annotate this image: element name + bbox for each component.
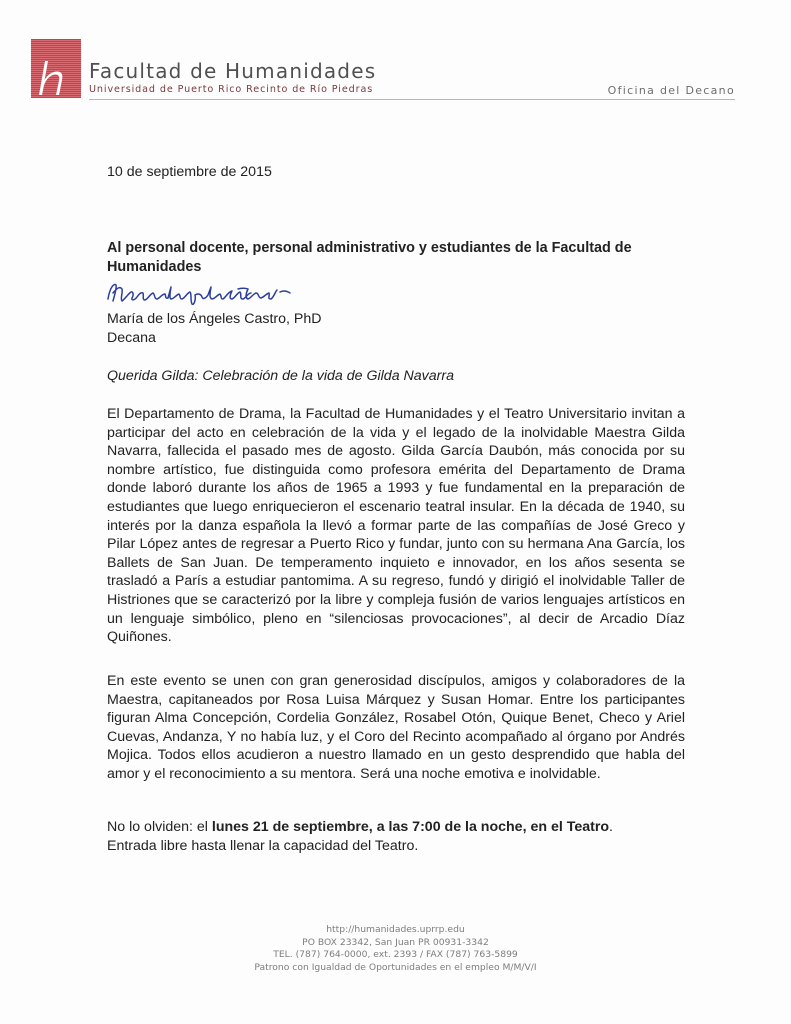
salutation: Al personal docente, personal administrativo y estudiantes de la Facultad de Humanidades	[107, 240, 632, 275]
footer-equal-opportunity: Patrono con Igualdad de Oportunidades en el empleo M/M/V/I	[254, 961, 537, 973]
handwritten-signature	[104, 279, 304, 307]
signer-name: María de los Ángeles Castro, PhD	[107, 311, 322, 327]
event-intro-text: No lo olviden: el	[107, 819, 212, 835]
event-details-line	[107, 818, 685, 837]
paragraph-2: En este evento se unen con gran generosidad discípulos, amigos y colaboradores de la Maestra, capitaneados por Rosa Luisa Márquez y Susan Homar. Entre los participantes figuran Alma Concepción, Cordelia González, Rosabel Otón, Quique Benet, Checo y Ariel Cuevas, Andanza, Y no había luz, y el Coro del Recinto acompañado al órgano por Andrés Mojica. Todos ellos acudieron a nuestro llamado en un gesto desprendido que habla del amor y el reconocimiento a su mentora. Será una noche emotiva e inolvidable.	[107, 673, 685, 782]
footer	[0, 924, 791, 974]
letter-subject: Querida Gilda: Celebración de la vida de Gilda Navarra	[107, 368, 454, 384]
paragraph-1: El Departamento de Drama, la Facultad de Humanidades y el Teatro Universitario invitan a participar del acto en celebración de la vida y el legado de la inolvidable Maestra Gilda Navarra, fallecida el pasado mes de agosto. Gilda García Daubón, más conocida por su nombre artístico, fue distinguida como profesora emérita del Departamento de Drama donde laboró durante los años de 1965 a 1993 y fue fundamental en la preparación de estudiantes que luego enriquecieron el escenario teatral insular. En la década de 1940, su interés por la danza española la llevó a formar parte de las compañías de José Greco y Pilar López antes de regresar a Puerto Rico y fundar, junto con su hermana Ana García, los Ballets de San Juan. De temperamento inquieto e innovador, en los años sesenta se trasladó a París a estudiar pantomima. A su regreso, fundó y dirigió el inolvidable Taller de Histriones que se caracterizó por la libre y compleja fusión de varios lenguajes artísticos en un lenguaje simbólico, pleno en “silenciosas provocaciones”, al decir de Arcadio Díaz Quiñones.	[107, 406, 685, 646]
paragraph-3	[107, 818, 685, 855]
faculty-title: Facultad de Humanidades	[89, 59, 377, 83]
office-label: Oficina del Decano	[607, 84, 735, 97]
facultad-logo	[31, 39, 81, 98]
letter-date: 10 de septiembre de 2015	[107, 164, 272, 180]
event-period: .	[609, 819, 613, 835]
footer-url[interactable]: http://humanidades.uprrp.edu	[326, 924, 465, 935]
footer-address: PO BOX 23342, San Juan PR 00931-3342	[302, 936, 489, 948]
footer-phone: TEL. (787) 764-0000, ext. 2393 / FAX (787) 763-5899	[273, 949, 518, 961]
university-subtitle: Universidad de Puerto Rico Recinto de Río Piedras	[89, 84, 374, 95]
entry-note: Entrada libre hasta llenar la capacidad del Teatro.	[107, 837, 419, 854]
header-divider	[89, 99, 735, 100]
event-date-time: lunes 21 de septiembre, a las 7:00 de la noche, en el Teatro	[211, 819, 610, 835]
signer-title: Decana	[107, 330, 156, 346]
